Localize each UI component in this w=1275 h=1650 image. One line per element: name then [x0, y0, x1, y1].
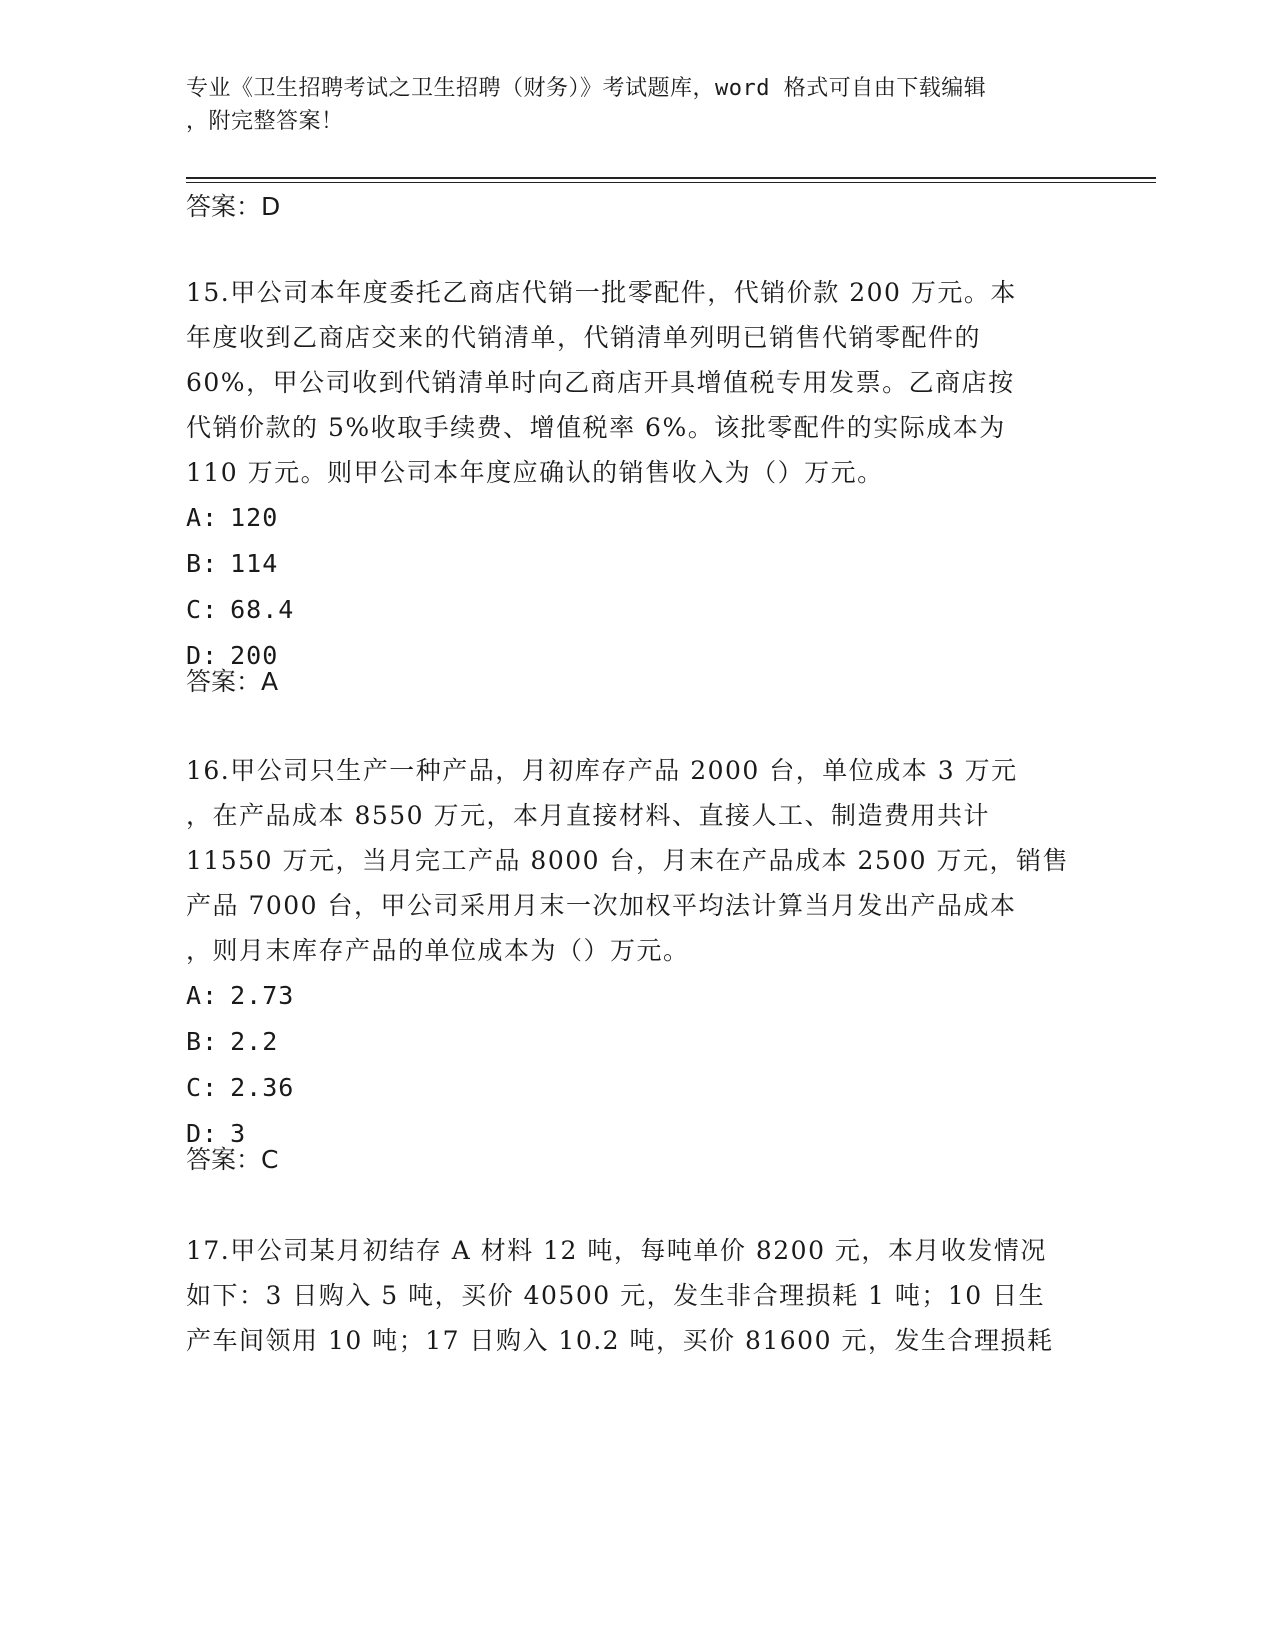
- question-line: 60%，甲公司收到代销清单时向乙商店开具增值税专用发票。乙商店按: [186, 368, 1015, 397]
- option-a: [186, 973, 1086, 1019]
- option-b: [186, 1019, 1086, 1065]
- option-b: [186, 541, 1086, 587]
- previous-answer: 答案：D: [186, 192, 281, 221]
- option-value: 114: [230, 549, 279, 578]
- option-label: B:: [186, 549, 219, 578]
- question-line: 如下：3 日购入 5 吨，买价 40500 元，发生非合理损耗 1 吨；10 日生: [186, 1281, 1046, 1310]
- question-text: [186, 270, 1086, 495]
- question-line: 年度收到乙商店交来的代销清单，代销清单列明已销售代销零配件的: [186, 323, 982, 352]
- option-d: [186, 633, 1086, 679]
- question-line: 产车间领用 10 吨；17 日购入 10.2 吨，买价 81600 元，发生合理损耗: [186, 1326, 1054, 1355]
- question-17: [186, 1228, 1086, 1363]
- question-line: 产品 7000 台，甲公司采用月末一次加权平均法计算当月发出产品成本: [186, 891, 1017, 920]
- question-text: [186, 748, 1086, 973]
- option-value: 2.2: [230, 1027, 279, 1056]
- question-line: 110 万元。则甲公司本年度应确认的销售收入为（）万元。: [186, 458, 884, 487]
- option-c: [186, 1065, 1086, 1111]
- question-line: 代销价款的 5%收取手续费、增值税率 6%。该批零配件的实际成本为: [186, 413, 1006, 442]
- option-label: B:: [186, 1027, 219, 1056]
- option-label: D:: [186, 1119, 219, 1148]
- document-header: [186, 72, 1086, 138]
- option-label: D:: [186, 641, 219, 670]
- option-label: A:: [186, 981, 219, 1010]
- question-line: 17.甲公司某月初结存 A 材料 12 吨，每吨单价 8200 元，本月收发情况: [186, 1236, 1047, 1265]
- option-label: A:: [186, 503, 219, 532]
- option-a: [186, 495, 1086, 541]
- option-label: C:: [186, 1073, 219, 1102]
- question-15: [186, 270, 1086, 679]
- question-line: 16.甲公司只生产一种产品，月初库存产品 2000 台，单位成本 3 万元: [186, 756, 1018, 785]
- header-line-1: 专业《卫生招聘考试之卫生招聘（财务）》考试题库，word 格式可自由下载编辑: [186, 76, 987, 101]
- answer-16: 答案：C: [186, 1145, 279, 1174]
- option-value: 3: [230, 1119, 247, 1148]
- option-value: 2.36: [230, 1073, 295, 1102]
- option-c: [186, 587, 1086, 633]
- question-text: [186, 1228, 1086, 1363]
- question-line: 15.甲公司本年度委托乙商店代销一批零配件，代销价款 200 万元。本: [186, 278, 1017, 307]
- option-value: 2.73: [230, 981, 295, 1010]
- header-rule-thick: [186, 177, 1156, 179]
- answer-15: 答案：A: [186, 667, 279, 696]
- header-rule-thin: [186, 182, 1156, 183]
- option-value: 200: [230, 641, 279, 670]
- question-line: ，则月末库存产品的单位成本为（）万元。: [186, 936, 690, 965]
- option-value: 68.4: [230, 595, 295, 624]
- option-label: C:: [186, 595, 219, 624]
- option-value: 120: [230, 503, 279, 532]
- question-line: ，在产品成本 8550 万元，本月直接材料、直接人工、制造费用共计: [186, 801, 991, 830]
- option-d: [186, 1111, 1086, 1157]
- header-line-2: ，附完整答案！: [186, 109, 344, 134]
- question-line: 11550 万元，当月完工产品 8000 台，月末在产品成本 2500 万元，销售: [186, 846, 1070, 875]
- question-16: [186, 748, 1086, 1157]
